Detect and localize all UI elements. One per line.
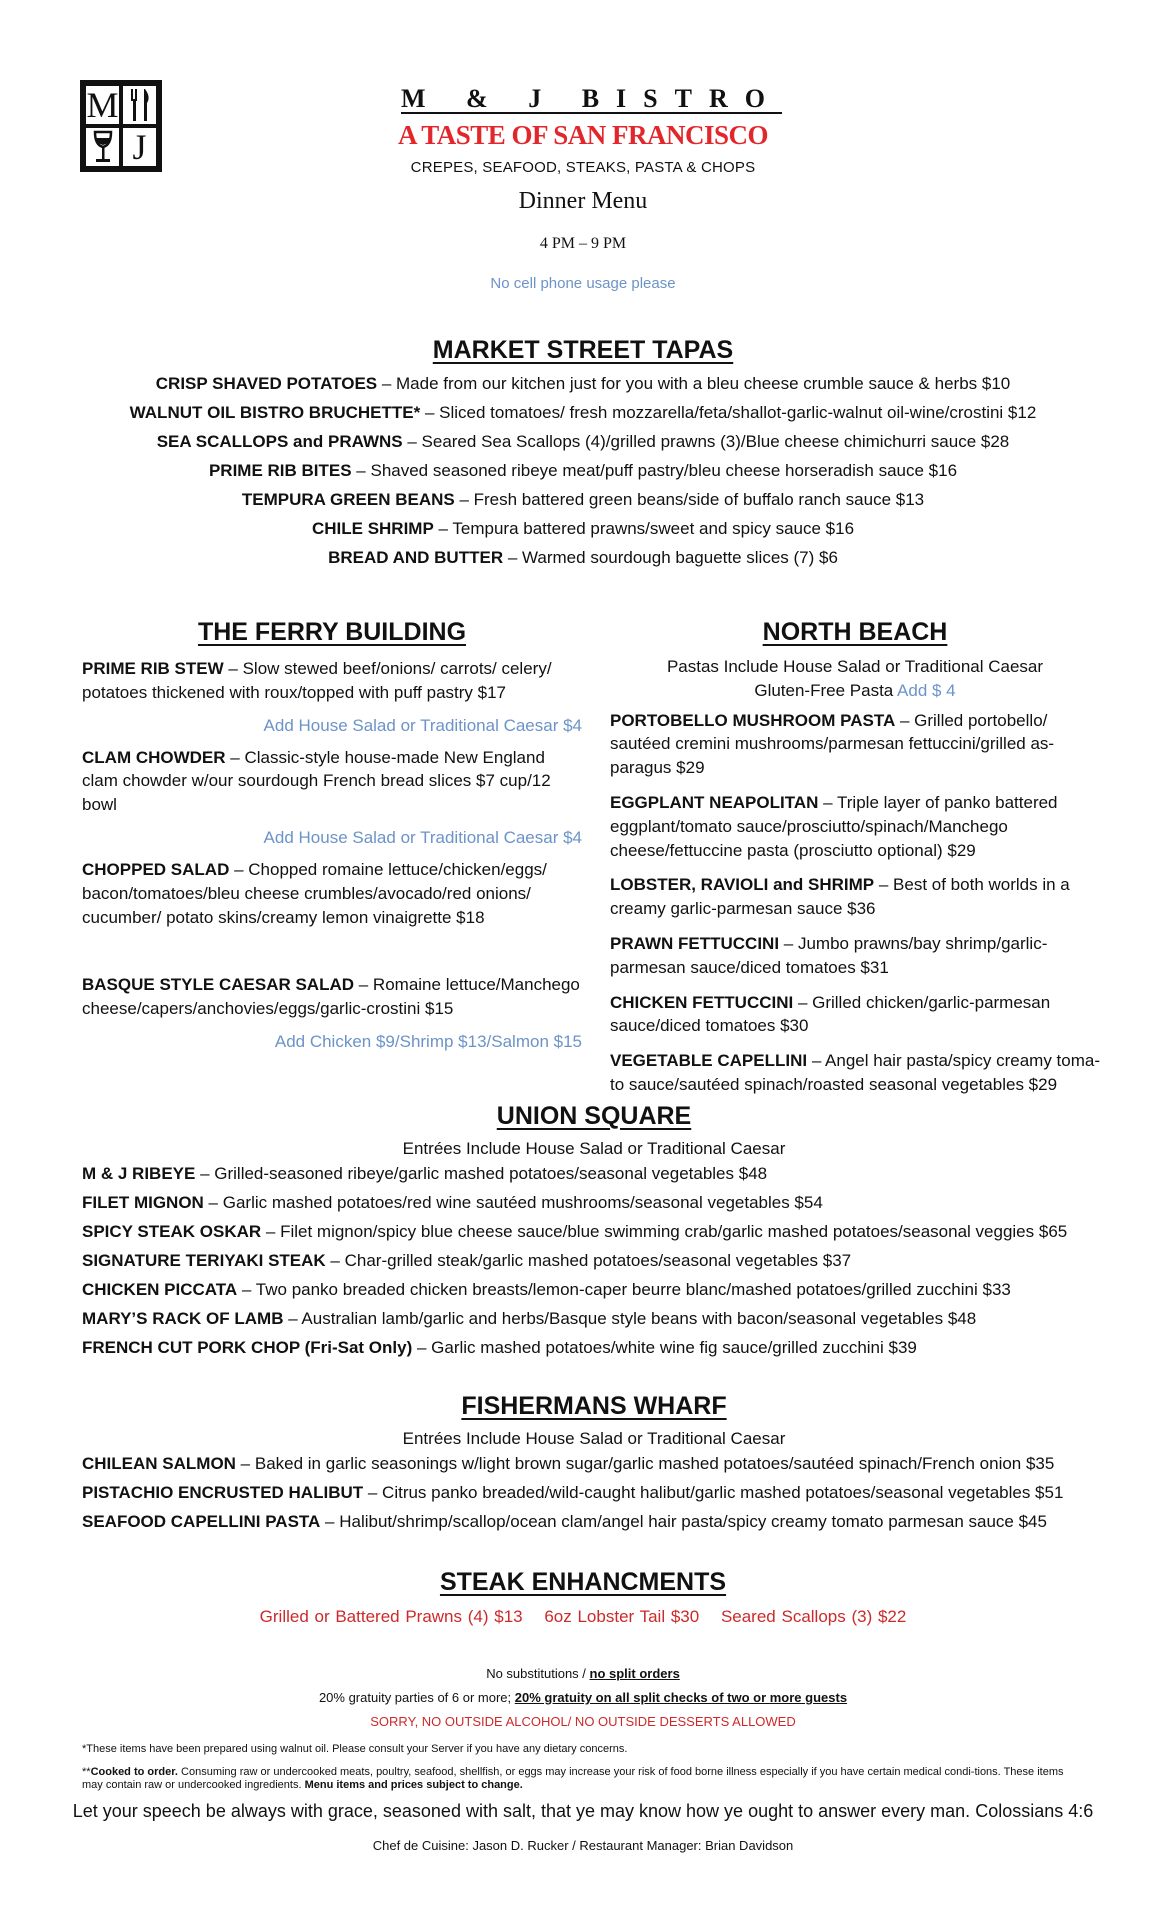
north-beach-section	[610, 618, 1100, 1108]
item-name: SEA SCALLOPS and PRAWNS	[156, 431, 403, 451]
menu-item	[0, 547, 1166, 570]
item-desc: – Triple layer of panko battered eggplant/tomato sauce/prosciutto/spinach/Manchego cheese/fettuccine pasta (prosciutto optional) $29	[610, 792, 1058, 860]
menu-item	[82, 657, 582, 705]
cooked-star: **	[82, 1766, 91, 1778]
item-name: M & J RIBEYE	[82, 1164, 196, 1183]
item-name: CHILEAN SALMON	[82, 1454, 236, 1473]
scripture-verse: Let your speech be always with grace, seasoned with salt, that ye may know how ye ought to answer every man. Colossians 4:6	[72, 1801, 1094, 1821]
menu-title: Dinner Menu	[518, 188, 648, 214]
section-title: UNION SQUARE	[496, 1102, 692, 1130]
menu-item	[0, 460, 1166, 483]
item-name: CHOPPED SALAD	[82, 859, 230, 879]
menu-item	[82, 1221, 1106, 1244]
enhancement-option: 6oz Lobster Tail $30	[544, 1607, 700, 1626]
section-title: THE FERRY BUILDING	[197, 618, 467, 646]
item-desc: – Seared Sea Scallops (4)/grilled prawns (3)/Blue cheese chimichurri sauce $28	[402, 431, 1010, 451]
menu-item	[0, 402, 1166, 425]
logo-letter-m: M	[84, 84, 121, 126]
addon-note: Add Chicken $9/Shrimp $13/Salmon $15	[274, 1031, 582, 1051]
item-name: VEGETABLE CAPELLINI	[610, 1051, 808, 1071]
menu-item	[610, 791, 1100, 862]
item-desc: – Australian lamb/garlic and herbs/Basque style beans with bacon/seasonal vegetables $48	[283, 1308, 977, 1328]
item-desc: – Shaved seasoned ribeye meat/puff pastry/bleu cheese horseradish sauce $16	[351, 460, 958, 480]
item-name: TEMPURA GREEN BEANS	[241, 489, 455, 509]
menu-item	[610, 873, 1100, 921]
item-desc: – Angel hair pasta/spicy creamy toma-to sauce/sautéed spinach/roasted seasonal vegetables $29	[610, 1051, 1101, 1094]
service-hours: 4 PM – 9 PM	[539, 235, 627, 252]
item-desc: – Char-grilled steak/garlic mashed potatoes/seasonal vegetables $37	[325, 1250, 852, 1270]
menu-item	[82, 1192, 1106, 1215]
steak-enhancements-section	[0, 1568, 1166, 1627]
addon-note: Add House Salad or Traditional Caesar $4	[263, 827, 582, 847]
item-name: MARY’S RACK OF LAMB	[82, 1308, 284, 1328]
cooked-end: Menu items and prices subject to change.	[304, 1779, 523, 1792]
item-name: PISTACHIO ENCRUSTED HALIBUT	[82, 1482, 364, 1502]
menu-item	[82, 1308, 1106, 1331]
cooked-bold: Cooked to order.	[90, 1766, 178, 1778]
item-desc: – Fresh battered green beans/side of buffalo ranch sauce $13	[454, 489, 925, 509]
menu-item	[0, 518, 1166, 541]
subs-text: No substitutions /	[486, 1666, 590, 1681]
item-name: CHICKEN PICCATA	[82, 1279, 238, 1299]
item-desc: – Citrus panko breaded/wild-caught halibut/garlic mashed potatoes/seasonal vegetables $51	[363, 1482, 1064, 1502]
item-name: CHILE SHRIMP	[311, 518, 434, 538]
gratuity-bold: 20% gratuity on all split checks of two or more guests	[514, 1690, 848, 1705]
menu-item	[610, 991, 1100, 1039]
menu-item	[82, 858, 582, 929]
gluten-free-note	[610, 679, 1100, 703]
item-name: FRENCH CUT PORK CHOP (Fri-Sat Only)	[82, 1337, 413, 1357]
item-desc: – Romaine lettuce/Manchego cheese/capers/anchovies/eggs/garlic-crostini $15	[82, 975, 580, 1019]
item-name: PRAWN FETTUCCINI	[610, 933, 780, 953]
menu-item	[0, 373, 1166, 396]
item-desc: – Slow stewed beef/onions/ carrots/ celery/ potatoes thickened with roux/topped with puff pastry $17	[82, 659, 552, 702]
gluten-free-price: Add $ 4	[897, 680, 956, 700]
enhancement-option: Seared Scallops (3) $22	[720, 1607, 907, 1626]
gluten-free-label: Gluten-Free Pasta	[754, 680, 898, 700]
item-name: BASQUE STYLE CAESAR SALAD	[82, 975, 355, 995]
item-desc: – Grilled-seasoned ribeye/garlic mashed potatoes/seasonal vegetables $48	[195, 1164, 768, 1183]
union-square-section	[82, 1102, 1106, 1366]
item-desc: – Halibut/shrimp/scallop/ocean clam/angel hair pasta/spicy creamy tomato parmesan sauce $45	[320, 1511, 1047, 1531]
pasta-salad-note: Pastas Include House Salad or Traditional Caesar	[666, 657, 1044, 676]
item-desc: – Sliced tomatoes/ fresh mozzarella/feta/shallot-garlic-walnut oil-wine/crostini $12	[420, 402, 1037, 422]
item-desc: – Chopped romaine lettuce/chicken/eggs/ bacon/tomatoes/bleu cheese crumbles/avocado/red onions/ cucumber/ potato skins/creamy lemon vinaigrette $18	[82, 859, 547, 927]
item-desc: – Grilled portobello/ sautéed cremini mushrooms/parmesan fettuccini/grilled as-paragus $29	[610, 710, 1055, 778]
item-name: SIGNATURE TERIYAKI STEAK	[82, 1250, 326, 1270]
menu-header	[0, 84, 1166, 292]
enhancement-option: Grilled or Battered Prawns (4) $13	[259, 1607, 523, 1626]
menu-item	[82, 1250, 1106, 1273]
item-name: LOBSTER, RAVIOLI and SHRIMP	[610, 875, 875, 895]
item-desc: – Best of both worlds in a creamy garlic-parmesan sauce $36	[610, 875, 1070, 919]
menu-item	[610, 709, 1100, 780]
menu-item	[82, 1163, 1106, 1186]
item-desc: – Grilled chicken/garlic-parmesan sauce/diced tomatoes $30	[610, 992, 1051, 1036]
item-name: CHICKEN FETTUCCINI	[610, 992, 794, 1012]
item-desc: – Made from our kitchen just for you with a bleu cheese crumble sauce & herbs $10	[377, 374, 1011, 393]
item-name: FILET MIGNON	[82, 1192, 204, 1212]
menu-item	[0, 431, 1166, 454]
tapas-section	[0, 336, 1166, 576]
item-desc: – Jumbo prawns/bay shrimp/garlic-parmesan sauce/diced tomatoes $31	[610, 933, 1048, 977]
cooked-to-order-note	[82, 1766, 1082, 1792]
item-name: SPICY STEAK OSKAR	[82, 1221, 262, 1241]
section-title: MARKET STREET TAPAS	[432, 336, 734, 364]
section-subtitle	[610, 655, 1100, 703]
subs-bold: no split orders	[589, 1666, 680, 1681]
menu-item	[82, 1453, 1106, 1476]
walnut-oil-note: *These items have been prepared using walnut oil. Please consult your Server if you have any dietary concerns.	[82, 1743, 628, 1755]
menu-item	[82, 973, 582, 1021]
outside-food-policy: SORRY, NO OUTSIDE ALCOHOL/ NO OUTSIDE DESSERTS ALLOWED	[370, 1714, 796, 1729]
restaurant-name: M & J BISTRO	[401, 84, 782, 113]
item-name: PRIME RIB BITES	[208, 460, 352, 480]
gratuity-text: 20% gratuity parties of 6 or more;	[318, 1690, 515, 1705]
menu-item	[82, 746, 582, 817]
item-name: CRISP SHAVED POTATOES	[155, 374, 378, 393]
menu-item	[82, 1279, 1106, 1302]
item-desc: – Classic-style house-made New England clam chowder w/our sourdough French bread slices $7 cup/12 bowl	[82, 747, 551, 815]
section-title: FISHERMANS WHARF	[461, 1392, 727, 1420]
item-name: PORTOBELLO MUSHROOM PASTA	[610, 710, 896, 730]
gratuity-policy	[0, 1690, 1166, 1705]
logo-letter-j: J	[121, 126, 158, 168]
item-name: WALNUT OIL BISTRO BRUCHETTE*	[129, 402, 421, 422]
menu-item	[82, 1482, 1106, 1505]
menu-item	[82, 1337, 1106, 1360]
item-name: EGGPLANT NEAPOLITAN	[610, 792, 819, 812]
cooked-text: Consuming raw or undercooked meats, poultry, seafood, shellfish, or eggs may increase your risk of food borne illness especially if you have certain medical condi-tions. These items may contain raw or undercooked ingredients.	[82, 1766, 1064, 1792]
cuisine-list: CREPES, SEAFOOD, STEAKS, PASTA & CHOPS	[410, 159, 756, 176]
ferry-building-section	[82, 618, 582, 1062]
item-name: CLAM CHOWDER	[82, 747, 226, 767]
item-name: BREAD AND BUTTER	[328, 547, 504, 567]
item-name: PRIME RIB STEW	[82, 659, 224, 678]
menu-item	[82, 1511, 1106, 1534]
item-desc: – Warmed sourdough baguette slices (7) $6	[503, 547, 838, 567]
item-desc: – Tempura battered prawns/sweet and spicy sauce $16	[433, 518, 855, 538]
enhancement-options	[0, 1607, 1166, 1627]
phone-notice: No cell phone usage please	[490, 275, 676, 292]
policy-footer	[0, 1666, 1166, 1738]
menu-item	[0, 489, 1166, 512]
substitution-policy	[0, 1666, 1166, 1681]
item-desc: – Baked in garlic seasonings w/light brown sugar/garlic mashed potatoes/sautéed spinach/French onion $35	[235, 1454, 1055, 1473]
tagline: A TASTE OF SAN FRANCISCO	[397, 120, 769, 150]
item-desc: – Filet mignon/spicy blue cheese sauce/blue swimming crab/garlic mashed potatoes/seasonal veggies $65	[261, 1221, 1068, 1241]
section-subtitle: Entrées Include House Salad or Traditional Caesar	[402, 1429, 786, 1448]
section-subtitle: Entrées Include House Salad or Traditional Caesar	[402, 1139, 786, 1158]
menu-item	[610, 1049, 1100, 1097]
item-name: SEAFOOD CAPELLINI PASTA	[82, 1511, 321, 1531]
fishermans-wharf-section	[82, 1392, 1106, 1540]
section-title: NORTH BEACH	[762, 618, 948, 646]
addon-note: Add House Salad or Traditional Caesar $4	[263, 715, 582, 735]
item-desc: – Two panko breaded chicken breasts/lemon-caper beurre blanc/mashed potatoes/grilled zucchini $33	[237, 1279, 1011, 1299]
item-desc: – Garlic mashed potatoes/red wine sautéed mushrooms/seasonal vegetables $54	[203, 1192, 823, 1212]
section-title: STEAK ENHANCMENTS	[439, 1568, 727, 1596]
staff-credits: Chef de Cuisine: Jason D. Rucker / Restaurant Manager: Brian Davidson	[372, 1838, 794, 1853]
menu-item	[610, 932, 1100, 980]
item-desc: – Garlic mashed potatoes/white wine fig sauce/grilled zucchini $39	[412, 1337, 917, 1357]
